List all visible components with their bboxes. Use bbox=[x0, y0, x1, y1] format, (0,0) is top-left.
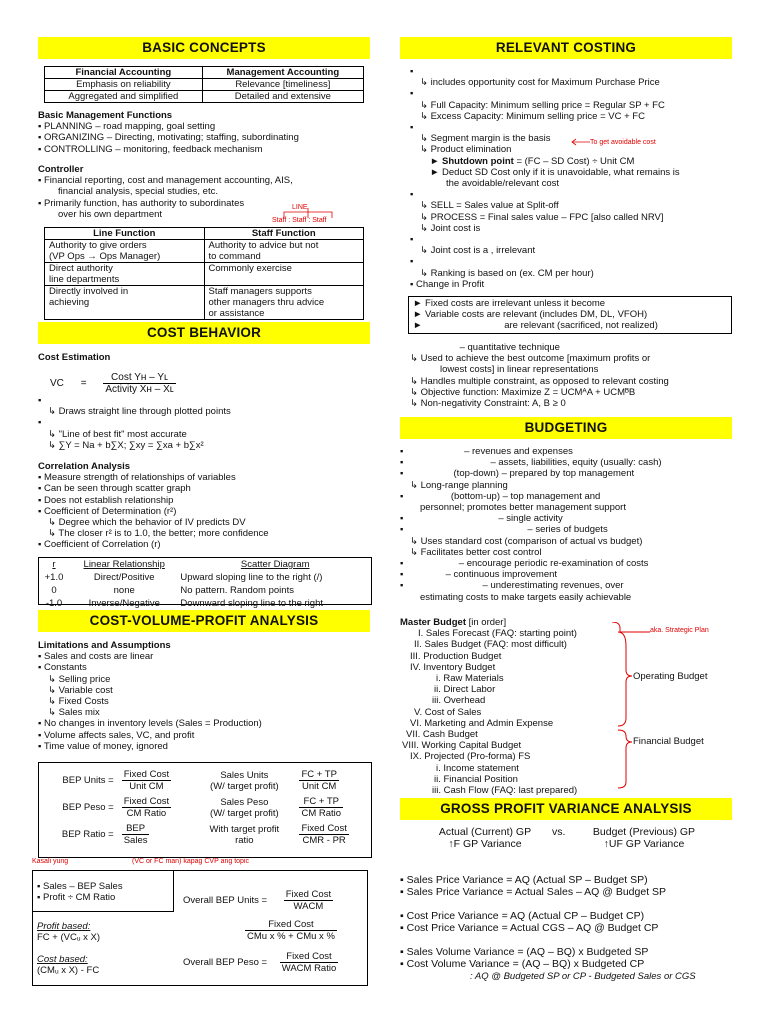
section-title: Limitations and Assumptions bbox=[38, 640, 171, 651]
list-item: ↳ Used to achieve the best outcome [maximum profits or bbox=[410, 353, 651, 365]
list-item: ↳ Long-range planning bbox=[410, 479, 508, 491]
table-cell: Authority to give orders (VP Ops → Ops Manager) bbox=[45, 240, 205, 263]
list-item: ▪ Coefficient of Determination (r²) bbox=[38, 505, 177, 517]
management-functions bbox=[38, 110, 370, 155]
table-cell: Relevance [timeliness] bbox=[202, 79, 363, 91]
ma-header: Management Accounting bbox=[202, 67, 363, 79]
table-cell: Upward sloping line to the right (/) bbox=[180, 572, 323, 583]
list-item: ► are relevant (sacrificed, not realized) bbox=[413, 320, 658, 332]
actual-gp-label: Actual (Current) GP bbox=[438, 826, 532, 838]
fraction-numerator: FC + TP bbox=[301, 769, 337, 780]
linear-programming bbox=[400, 342, 732, 409]
overall-bep-box bbox=[32, 870, 368, 986]
list-item: ↳ Joint cost is a , irrelevant bbox=[420, 245, 536, 257]
list-item: ► Variable costs are relevant (includes DM, DL, VFOH) bbox=[413, 309, 648, 321]
list-item: ▪ – single activity bbox=[400, 513, 563, 525]
list-item: ▪ Can be seen through scatter graph bbox=[38, 483, 191, 495]
table-cell: Directly involved in achieving bbox=[45, 286, 205, 320]
relevant-costing-header: RELEVANT COSTING bbox=[400, 37, 732, 59]
linear-header: Linear Relationship bbox=[83, 559, 165, 570]
vc-label: VC bbox=[50, 378, 64, 390]
list-item: ▪ bbox=[410, 234, 414, 246]
list-item: ▪ – series of budgets bbox=[400, 524, 608, 536]
financial-budget-label: Financial Budget bbox=[633, 736, 704, 747]
list-item: the avoidable/relevant cost bbox=[446, 178, 560, 190]
cost-estimation bbox=[38, 352, 370, 363]
list-item: i. Raw Materials bbox=[436, 673, 504, 685]
section-title: Cost Estimation bbox=[38, 352, 111, 363]
master-budget-title: Master Budget bbox=[400, 617, 466, 628]
fraction-numerator: Fixed Cost bbox=[245, 919, 337, 931]
list-item: ii. Financial Position bbox=[434, 773, 518, 785]
staff-function-header: Staff Function bbox=[204, 228, 364, 240]
table-cell: Detailed and extensive bbox=[202, 91, 363, 103]
bep-table bbox=[39, 767, 371, 848]
correlation-analysis bbox=[38, 461, 370, 551]
r-header: r bbox=[52, 559, 56, 570]
list-item: ↳ Full Capacity: Minimum selling price = Regular SP + FC bbox=[420, 99, 665, 111]
master-budget-order: [in order] bbox=[465, 617, 507, 628]
list-item: ▪ – assets, liabilities, equity (usually: cash) bbox=[400, 457, 662, 469]
cvp-header: COST-VOLUME-PROFIT ANALYSIS bbox=[38, 610, 370, 632]
table-row bbox=[39, 794, 371, 821]
staff-annotation: Staff : Staff : Staff bbox=[272, 217, 327, 224]
bep-label: BEP Peso = bbox=[62, 802, 114, 813]
fraction-denominator: Sales bbox=[123, 835, 148, 846]
arrow-icon bbox=[570, 137, 592, 147]
profit-based-label: Profit based: bbox=[37, 921, 91, 932]
spacer bbox=[400, 934, 732, 946]
list-item: ↳ Ranking is based on (ex. CM per hour) bbox=[420, 267, 594, 279]
list-item: ▪ bbox=[410, 256, 414, 268]
list-item: ► Deduct SD Cost only if it is unavoidable, what remains is bbox=[430, 166, 680, 178]
line-function-header: Line Function bbox=[45, 228, 205, 240]
table-cell: Authority to advice but not to command bbox=[204, 240, 364, 263]
table-row bbox=[39, 821, 371, 848]
relevant-costing-list bbox=[400, 66, 732, 290]
table-cell: No pattern. Random points bbox=[180, 585, 294, 596]
spacer bbox=[400, 898, 732, 910]
target-sublabel: (W/ target profit) bbox=[210, 780, 279, 792]
table-cell: 0 bbox=[51, 585, 57, 596]
list-item: ▪ Constants bbox=[38, 662, 87, 674]
list-item: ▪ Financial reporting, cost and management accounting, AIS, bbox=[38, 175, 293, 187]
list-item: personnel; promotes better management support bbox=[420, 502, 626, 514]
fraction-numerator: Fixed Cost bbox=[285, 889, 332, 900]
list-item: ▪ Volume affects sales, VC, and profit bbox=[38, 729, 195, 741]
section-title: Basic Management Functions bbox=[38, 110, 173, 121]
list-item: ↳ Segment margin is the basis bbox=[420, 133, 551, 145]
shutdown-point-term: Shutdown point bbox=[442, 155, 514, 167]
table-row bbox=[39, 767, 371, 794]
list-item: ▪ Change in Profit bbox=[410, 278, 485, 290]
list-item: ▪ (bottom-up) – top management and bbox=[400, 490, 601, 502]
shutdown-formula: = (FC – SD Cost) ÷ Unit CM bbox=[513, 155, 635, 167]
section-title: Correlation Analysis bbox=[38, 461, 131, 472]
list-item: ii. Direct Labor bbox=[434, 684, 496, 696]
unfavorable-variance-label: ↑UF GP Variance bbox=[603, 838, 685, 850]
relevant-rules-box bbox=[408, 296, 732, 334]
list-item: ▪ Measure strength of relationships of variables bbox=[38, 472, 236, 484]
table-cell: Inverse/Negative bbox=[88, 598, 160, 609]
table-cell: Direct/Positive bbox=[93, 572, 155, 583]
bracket-icon bbox=[600, 622, 660, 792]
list-item: ↳ ∑Y = Na + b∑X; ∑xy = ∑xa + b∑x² bbox=[48, 439, 204, 451]
list-item: ▪ No changes in inventory levels (Sales = Production) bbox=[38, 718, 262, 730]
list-item: ↳ The closer r² is to 1.0, the better; more confidence bbox=[48, 528, 269, 540]
list-item: ▪ bbox=[410, 88, 414, 100]
budget-gp-label: Budget (Previous) GP bbox=[592, 826, 696, 838]
profit-based-formula: FC + (VCᵤ x X) bbox=[37, 932, 101, 943]
list-item: lowest costs] in linear representations bbox=[440, 364, 599, 376]
list-item: ▪ – revenues and expenses bbox=[400, 446, 573, 457]
fraction-numerator: Fixed Cost bbox=[123, 796, 170, 807]
operating-budget-label: Operating Budget bbox=[633, 671, 708, 682]
aka-note: aka. Strategic Plan bbox=[650, 627, 709, 634]
favorable-variance-label: ↑F GP Variance bbox=[448, 838, 522, 850]
table-cell: Commonly exercise bbox=[204, 263, 364, 286]
list-item: ▪ bbox=[410, 189, 414, 201]
fraction-denominator: CMR - PR bbox=[302, 835, 346, 846]
list-item: ▪ Cost Price Variance = Actual CGS – AQ @ Budget CP bbox=[400, 922, 659, 934]
list-item: ↳ "Line of best fit" most accurate bbox=[48, 428, 187, 440]
target-label: With target profit bbox=[209, 823, 280, 835]
list-item: ▪ Primarily function, has authority to subordinates bbox=[38, 197, 245, 209]
list-item: ↳ Joint cost is bbox=[420, 222, 481, 234]
gpva-header: GROSS PROFIT VARIANCE ANALYSIS bbox=[400, 798, 732, 820]
table-cell: Direct authority line departments bbox=[45, 263, 205, 286]
fraction-denominator: WACM bbox=[293, 901, 324, 912]
vs-label: vs. bbox=[552, 826, 566, 838]
fraction-numerator: Fixed Cost bbox=[123, 769, 170, 780]
bep-label: BEP Ratio = bbox=[61, 829, 114, 840]
list-item: ↳ Sales mix bbox=[48, 707, 100, 719]
list-item: ▪ Sales Price Variance = Actual Sales – AQ @ Budget SP bbox=[400, 886, 667, 898]
red-note: (VC or FC man) kapag CVP ang topic bbox=[132, 858, 249, 865]
basic-concepts-header: BASIC CONCEPTS bbox=[38, 37, 370, 59]
variance-formulas bbox=[400, 874, 732, 970]
margin-of-safety-box bbox=[33, 871, 174, 912]
table-cell: -1.0 bbox=[45, 598, 63, 609]
vc-numerator: Cost Yʜ – Yʟ bbox=[103, 372, 175, 384]
list-item: ▪ Sales Volume Variance = (AQ – BQ) x Budgeted SP bbox=[400, 946, 649, 958]
list-item: ▪ bbox=[38, 417, 42, 429]
vc-fraction bbox=[103, 372, 175, 395]
list-item: IV. Inventory Budget bbox=[410, 661, 496, 673]
line-staff-table bbox=[44, 227, 364, 320]
fraction-denominator: Unit CM bbox=[129, 781, 164, 792]
list-item: I. Sales Forecast (FAQ: starting point) bbox=[418, 628, 577, 640]
overall-mix-formula bbox=[245, 919, 337, 942]
list-item: ↳ Variable cost bbox=[48, 684, 113, 696]
list-item: ► Fixed costs are irrelevant unless it become bbox=[413, 298, 606, 309]
list-item: ↳ Non-negativity Constraint: A, B ≥ 0 bbox=[410, 398, 566, 410]
list-item: VII. Cash Budget bbox=[406, 729, 478, 741]
list-item: III. Production Budget bbox=[410, 650, 502, 662]
cost-based-label: Cost based: bbox=[37, 954, 88, 965]
list-item: VI. Marketing and Admin Expense bbox=[410, 717, 554, 729]
arrow-icon: ► bbox=[430, 155, 443, 167]
line-annotation: LINE bbox=[292, 204, 308, 211]
cost-behavior-header: COST BEHAVIOR bbox=[38, 322, 370, 344]
list-item: ↳ Fixed Costs bbox=[48, 696, 109, 708]
list-item: ↳ Handles multiple constraint, as opposed to relevant costing bbox=[410, 375, 669, 387]
list-item: II. Sales Budget (FAQ: most difficult) bbox=[414, 639, 567, 651]
fraction-denominator: WACM Ratio bbox=[281, 963, 337, 974]
list-item: ▪ Time value of money, ignored bbox=[38, 740, 168, 752]
target-sublabel: ratio bbox=[235, 834, 254, 846]
r-table bbox=[39, 558, 371, 610]
list-item: financial analysis, special studies, etc. bbox=[58, 186, 218, 198]
list-item: ↳ Degree which the behavior of IV predicts DV bbox=[48, 517, 246, 529]
regression-methods bbox=[38, 395, 370, 451]
vc-formula bbox=[50, 372, 176, 395]
avoidable-note: To get avoidable cost bbox=[590, 139, 656, 146]
list-item: ↳ SELL = Sales value at Split-off bbox=[420, 200, 559, 212]
list-item: – quantitative technique bbox=[420, 342, 560, 353]
list-item: i. Income statement bbox=[436, 762, 519, 774]
vc-denominator: Activity Xʜ – Xʟ bbox=[105, 384, 174, 395]
list-item: ▪ Cost Price Variance = AQ (Actual CP – Budget CP) bbox=[400, 910, 645, 922]
table-cell: Staff managers supports other managers thru advice or assistance bbox=[204, 286, 364, 320]
list-item: ↳ includes opportunity cost for Maximum Purchase Price bbox=[420, 77, 660, 89]
scatter-header: Scatter Diagram bbox=[240, 559, 310, 570]
overall-bep-peso bbox=[183, 951, 338, 974]
variance-footnote: : AQ @ Budgeted SP or CP - Budgeted Sales or CGS bbox=[470, 971, 696, 982]
table-cell: Downward sloping line to the right bbox=[180, 598, 324, 609]
table-cell: +1.0 bbox=[44, 572, 64, 583]
list-item: ▪ bbox=[410, 66, 414, 77]
list-item: IX. Projected (Pro-forma) FS bbox=[410, 751, 531, 763]
fraction-denominator: CMu x % + CMu x % bbox=[247, 931, 335, 942]
list-item: ▪ PLANNING – road mapping, goal setting bbox=[38, 121, 216, 133]
list-item: ↳ Objective function: Maximize Z = UCMᴬA + UCMᴮB bbox=[410, 386, 636, 398]
list-item: ▪ bbox=[38, 395, 42, 406]
list-item: ▪ CONTROLLING – monitoring, feedback mechanism bbox=[38, 143, 263, 155]
equals-sign: = bbox=[80, 378, 87, 390]
list-item: ↳ Excess Capacity: Minimum selling price = VC + FC bbox=[420, 110, 645, 122]
list-item: ▪ Sales – BEP Sales bbox=[37, 881, 123, 892]
section-title: Controller bbox=[38, 164, 84, 175]
list-item: ▪ Cost Volume Variance = (AQ – BQ) x Budgeted CP bbox=[400, 958, 645, 970]
list-item: ↳ Uses standard cost (comparison of actual vs budget) bbox=[410, 535, 643, 547]
list-item: over his own department bbox=[58, 208, 163, 220]
fa-header: Financial Accounting bbox=[45, 67, 203, 79]
fraction-numerator: Fixed Cost bbox=[280, 951, 339, 963]
list-item: ▪ Profit ÷ CM Ratio bbox=[37, 892, 116, 903]
fraction-denominator: CM Ratio bbox=[301, 808, 342, 819]
list-item: iii. Overhead bbox=[432, 695, 486, 707]
list-item: ▪ Does not establish relationship bbox=[38, 494, 174, 506]
overall-bep-units bbox=[183, 889, 333, 912]
list-item: V. Cost of Sales bbox=[414, 706, 482, 718]
budgeting-header: BUDGETING bbox=[400, 417, 732, 439]
overall-units-label: Overall BEP Units = bbox=[183, 895, 268, 907]
list-item: ▪ – underestimating revenues, over bbox=[400, 580, 624, 592]
table-cell: none bbox=[113, 585, 135, 596]
table-cell: Aggregated and simplified bbox=[45, 91, 203, 103]
table-cell: Emphasis on reliability bbox=[45, 79, 203, 91]
fraction-numerator: BEP bbox=[122, 823, 150, 835]
list-item: ▪ Coefficient of Correlation (r) bbox=[38, 539, 161, 551]
target-label: Sales Units bbox=[220, 769, 269, 781]
list-item: ▪ (top-down) – prepared by top management bbox=[400, 468, 635, 480]
limitations-section bbox=[38, 640, 370, 752]
bep-formulas-box bbox=[38, 762, 372, 858]
cost-based-formula: (CMᵤ x X) - FC bbox=[37, 965, 100, 976]
list-item: estimating costs to make targets easily achievable bbox=[420, 591, 632, 603]
list-item: ▪ Sales and costs are linear bbox=[38, 651, 154, 663]
target-label: Sales Peso bbox=[220, 796, 269, 808]
list-item: ↳ PROCESS = Final sales value – FPC [also called NRV] bbox=[420, 211, 664, 223]
fraction-numerator: FC + TP bbox=[299, 796, 343, 808]
list-item: ▪ bbox=[410, 122, 414, 134]
correlation-table bbox=[38, 557, 372, 609]
bep-label: BEP Units = bbox=[62, 775, 114, 786]
master-budget bbox=[400, 617, 732, 796]
fraction-denominator: CM Ratio bbox=[126, 808, 167, 819]
fa-vs-ma-table bbox=[44, 66, 364, 103]
list-item: ↳ Facilitates better cost control bbox=[410, 546, 542, 558]
fraction-denominator: Unit CM bbox=[302, 781, 337, 792]
list-item: iii. Cash Flow (FAQ: last prepared) bbox=[432, 785, 578, 797]
overall-peso-label: Overall BEP Peso = bbox=[183, 957, 268, 969]
list-item: ▪ – continuous improvement bbox=[400, 569, 558, 581]
list-item: ▪ Sales Price Variance = AQ (Actual SP – Budget SP) bbox=[400, 874, 648, 886]
list-item: ↳ Product elimination bbox=[420, 144, 512, 156]
red-note: Kasali yung bbox=[32, 858, 69, 865]
list-item: ↳ Draws straight line through plotted points bbox=[48, 406, 231, 418]
list-item: ▪ – encourage periodic re-examination of costs bbox=[400, 558, 649, 570]
list-item: ▪ ORGANIZING – Directing, motivating; staffing, subordinating bbox=[38, 132, 299, 144]
list-item: VIII. Working Capital Budget bbox=[402, 740, 522, 752]
list-item: ↳ Selling price bbox=[48, 673, 111, 685]
target-sublabel: (W/ target profit) bbox=[210, 807, 279, 819]
budget-types bbox=[400, 446, 732, 603]
fraction-numerator: Fixed Cost bbox=[301, 823, 347, 834]
